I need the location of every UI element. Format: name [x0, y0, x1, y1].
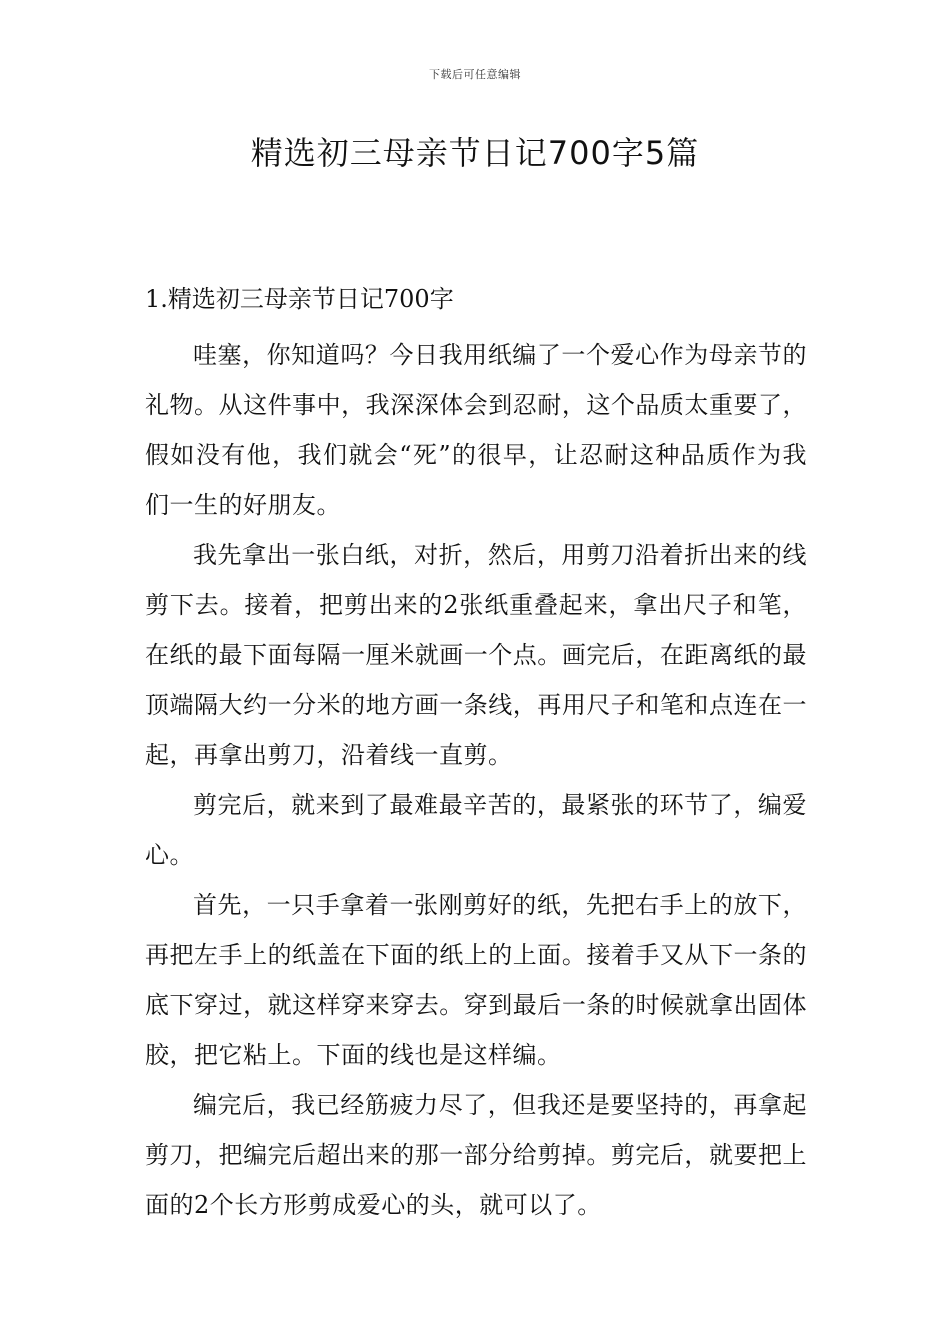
section-heading: 1.精选初三母亲节日记700字	[145, 285, 454, 313]
header-note: 下载后可任意编辑	[429, 68, 521, 81]
document-body	[145, 280, 807, 1230]
paragraph-2: 我先拿出一张白纸，对折，然后，用剪刀沿着折出来的线剪下去。接着，把剪出来的2张纸重叠起来，拿出尺子和笔，在纸的最下面每隔一厘米就画一个点。画完后，在距离纸的最顶端隔大约一分米的地方画一条线，再用尺子和笔和点连在一起，再拿出剪刀，沿着线一直剪。	[145, 541, 807, 769]
document-title: 精选初三母亲节日记700字5篇	[250, 134, 700, 172]
paragraph-5: 编完后，我已经筋疲力尽了，但我还是要坚持的，再拿起剪刀，把编完后超出来的那一部分给剪掉。剪完后，就要把上面的2个长方形剪成爱心的头，就可以了。	[145, 1091, 807, 1219]
paragraph-4: 首先，一只手拿着一张刚剪好的纸，先把右手上的放下，再把左手上的纸盖在下面的纸上的上面。接着手又从下一条的底下穿过，就这样穿来穿去。穿到最后一条的时候就拿出固体胶，把它粘上。下面的线也是这样编。	[145, 891, 807, 1069]
paragraph-1: 哇塞，你知道吗？今日我用纸编了一个爱心作为母亲节的礼物。从这件事中，我深深体会到忍耐，这个品质太重要了，假如没有他，我们就会“死”的很早，让忍耐这种品质作为我们一生的好朋友。	[145, 341, 807, 519]
paragraph-3: 剪完后，就来到了最难最辛苦的，最紧张的环节了，编爱心。	[145, 791, 807, 869]
